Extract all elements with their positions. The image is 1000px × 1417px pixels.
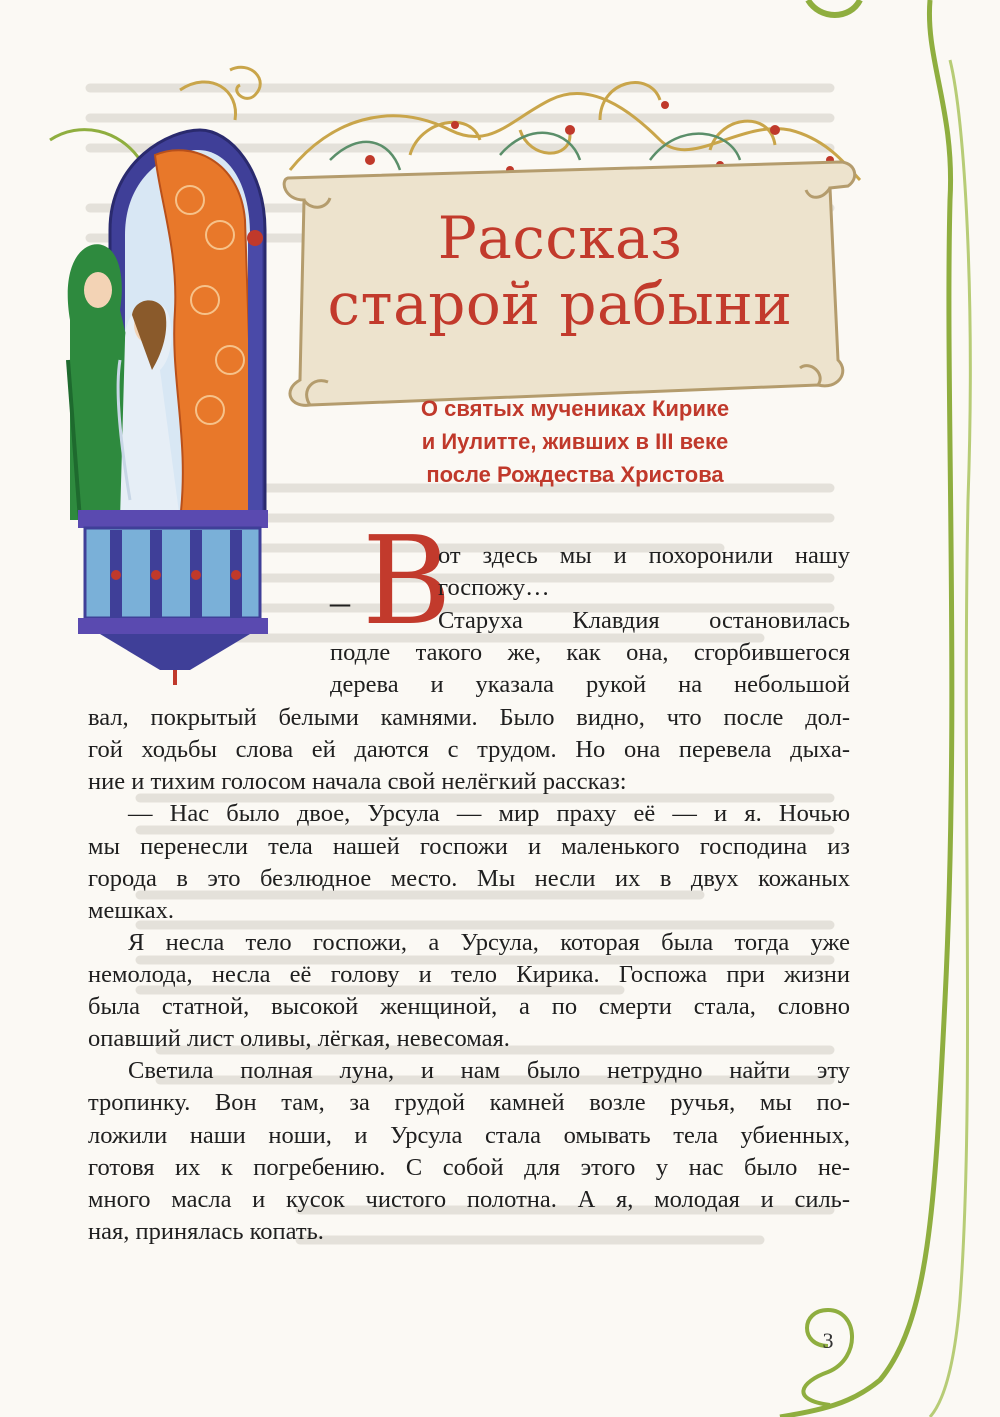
opening-line-3: Старуха Клавдия остановилась — [438, 607, 850, 634]
p4-line-4: готовя их к погребению. С собой для этого у нас было не- — [88, 1154, 850, 1181]
p4-line-3: ложили наши ноши, и Урсула стала омывать тела убиенных, — [88, 1122, 850, 1149]
p3-line-2: немолода, несла её голову и тело Кирика. Госпожа при жизни — [88, 961, 850, 988]
p2-line-1: — Нас было двое, Урсула — мир праху её — и я. Ночью — [128, 800, 850, 827]
p2-line-4: мешках. — [88, 897, 175, 924]
opening-line-5: дерева и указала рукой на небольшой — [330, 671, 850, 698]
p3-line-3: была статной, высокой женщиной, а по смерти стала, словно — [88, 993, 850, 1020]
p4-line-2: тропинку. Вон там, за грудой камней возле ручья, мы по- — [88, 1089, 850, 1116]
chapter-title-line-2: старой рабыни — [327, 270, 793, 338]
p1-line-3: ние и тихим голосом начала свой нелёгкий рассказ: — [88, 768, 627, 795]
p2-line-3: города в это безлюдное место. Мы несли их в двух кожаных — [88, 865, 850, 892]
p4-line-5: много масла и кусок чистого полотна. А я, молодая и силь- — [88, 1186, 850, 1213]
p2-line-2: мы перенесли тела нашей госпожи и маленького господина из — [88, 833, 850, 860]
subtitle-line-1: О святых мучениках Кирике — [420, 396, 730, 421]
subtitle-line-2: и Иулитте, живших в III веке — [421, 429, 729, 454]
p3-line-1: Я несла тело госпожи, а Урсула, которая была тогда уже — [128, 929, 850, 956]
subtitle-line-3: после Рождества Христова — [426, 462, 724, 487]
chapter-title-line-1: Рассказ — [437, 204, 683, 272]
opening-line-2: госпожу… — [438, 574, 550, 601]
p4-line-1: Светила полная луна, и нам было нетрудно найти эту — [128, 1057, 850, 1084]
p4-line-6: ная, принялась копать. — [88, 1218, 324, 1245]
p3-line-4: опавший лист оливы, лёгкая, невесомая. — [88, 1025, 510, 1052]
page-number: 3 — [822, 1328, 834, 1353]
drop-cap: В — [362, 510, 452, 652]
p1-line-2: гой ходьбы слова ей даются с трудом. Но она перевела дыха- — [88, 736, 850, 763]
opening-line-4: подле такого же, как она, сгорбившегося — [330, 639, 850, 666]
opening-line-1: от здесь мы и похоронили нашу — [438, 542, 850, 569]
opening-dash: – — [330, 579, 350, 624]
p1-line-1: вал, покрытый белыми камнями. Было видно, что после дол- — [88, 704, 850, 731]
